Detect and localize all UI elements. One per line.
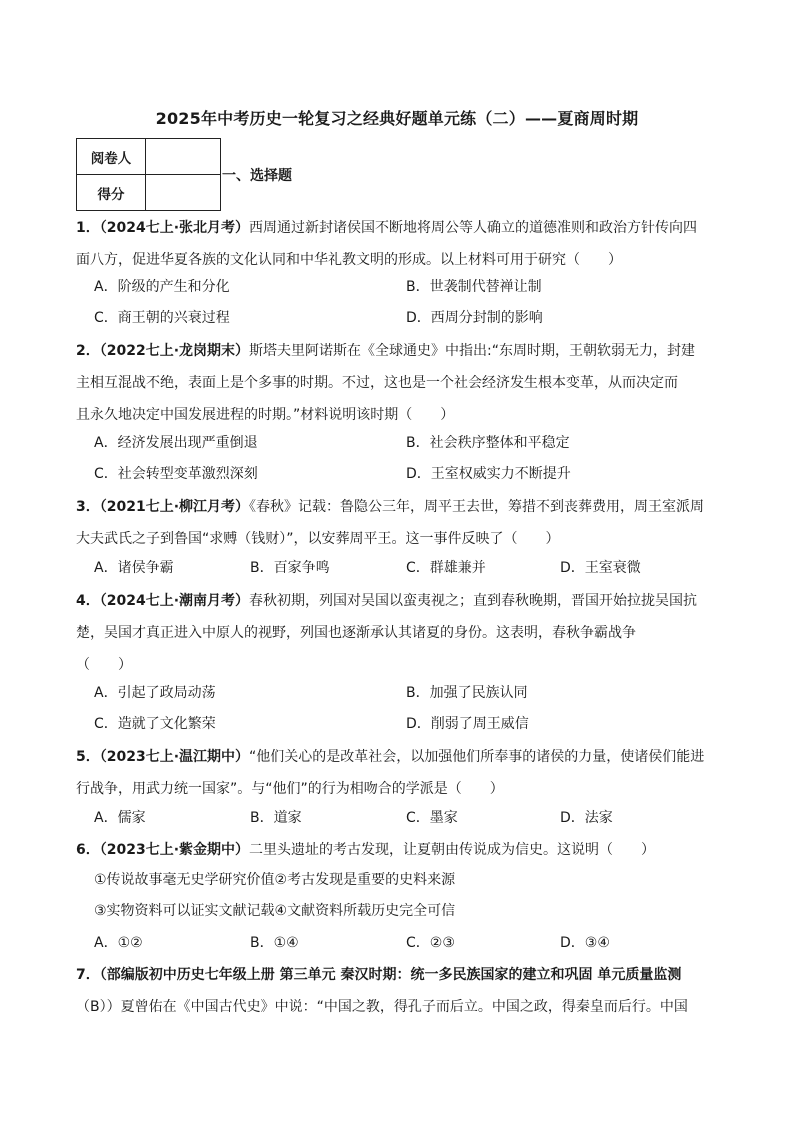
option-c: C．墨家 <box>406 810 458 826</box>
question-1 <box>76 212 721 276</box>
option-d: D．王室衰微 <box>560 560 641 576</box>
option-d: D．王室权威实力不断提升 <box>406 466 571 483</box>
score-label: 得分 <box>77 175 146 211</box>
reviewer-cell <box>146 139 221 175</box>
question-1-options <box>94 272 724 335</box>
question-text: “他们关心的是改革社会，以加强他们所奉事的诸侯的力量，使诸侯们能进 <box>249 749 705 765</box>
question-text: （B））夏曾佑在《中国古代史》中说：“中国之教，得孔子而后立。中国之政，得秦皇而后行。中国 <box>76 999 688 1015</box>
option-a: A．经济发展出现严重倒退 <box>94 435 258 451</box>
option-c: C．造就了文化繁荣 <box>94 716 216 733</box>
question-6-statements <box>94 865 455 927</box>
question-text: （ ） <box>76 657 132 673</box>
question-number: 1． <box>76 220 100 236</box>
question-text: 主相互混战不绝，表面上是个多事的时期。不过，这也是一个社会经济发生根本变革，从而决定而 <box>76 375 678 391</box>
option-a: A．诸侯争霸 <box>94 560 174 576</box>
reviewer-label: 阅卷人 <box>77 139 146 175</box>
option-d: D．法家 <box>560 810 613 826</box>
option-c: C．商王朝的兴衰过程 <box>94 310 230 327</box>
question-4-options <box>94 678 724 741</box>
question-text: 行战争，用武力统一国家”。与“他们”的行为相吻合的学派是（ ） <box>76 781 504 797</box>
statement-line: ①传说故事毫无史学研究价值②考古发现是重要的史料来源 <box>94 872 456 888</box>
option-a: A．①② <box>94 935 143 951</box>
question-text: 且永久地决定中国发展进程的时期。”材料说明该时期（ ） <box>76 407 455 423</box>
question-3-options <box>94 553 724 584</box>
option-d: D．削弱了周王威信 <box>406 716 529 733</box>
question-source: （2024七上·潮南月考） <box>99 593 250 609</box>
section-title: 一、选择题 <box>222 168 292 184</box>
option-c: C．社会转型变革激烈深刻 <box>94 466 258 483</box>
question-text: 斯塔夫里阿诺斯在《全球通史》中指出:“东周时期，王朝软弱无力，封建 <box>249 343 696 359</box>
question-source: （2021七上·柳江月考） <box>99 499 250 515</box>
question-number: 2． <box>76 343 100 359</box>
question-5-options <box>94 803 724 834</box>
question-5 <box>76 741 721 805</box>
question-text: 面八方，促进华夏各族的文化认同和中华礼教文明的形成。以上材料可用于研究（ ） <box>76 252 622 268</box>
question-6 <box>76 834 721 866</box>
page-title: 2025年中考历史一轮复习之经典好题单元练（二）——夏商周时期 <box>155 109 639 128</box>
option-d: D．③④ <box>560 935 610 951</box>
statement-line: ③实物资料可以证实文献记载④文献资料所载历史完全可信 <box>94 903 456 919</box>
question-text: 春秋初期，列国对吴国以蛮夷视之；直到春秋晚期，晋国开始拉拢吴国抗 <box>249 593 698 609</box>
option-a: A．阶级的产生和分化 <box>94 279 230 295</box>
option-d: D．西周分封制的影响 <box>406 310 543 327</box>
question-number: 4． <box>76 593 100 609</box>
option-b: B．世袭制代替禅让制 <box>406 279 542 295</box>
score-cell <box>146 175 221 211</box>
option-c: C．②③ <box>406 935 455 951</box>
question-text: 《春秋》记载：鲁隐公三年，周平王去世，筹措不到丧葬费用，周王室派周 <box>249 499 705 515</box>
question-2 <box>76 335 721 431</box>
question-source: （部编版初中历史七年级上册 第三单元 秦汉时期：统一多民族国家的建立和巩固 单元质量监测 <box>99 967 682 983</box>
option-a: A．引起了政局动荡 <box>94 685 216 701</box>
option-b: B．道家 <box>250 810 302 826</box>
question-2-options <box>94 428 724 491</box>
question-number: 5． <box>76 749 100 765</box>
question-6-options <box>94 928 724 959</box>
option-b: B．①④ <box>250 935 299 951</box>
question-4 <box>76 585 721 681</box>
option-b: B．百家争鸣 <box>250 560 330 576</box>
question-text: 西周通过新封诸侯国不断地将周公等人确立的道德准则和政治方针传向四 <box>249 220 698 236</box>
question-number: 3． <box>76 499 100 515</box>
question-7 <box>76 959 721 1023</box>
option-c: C．群雄兼并 <box>406 560 486 576</box>
question-source: （2023七上·温江期中） <box>99 749 250 765</box>
question-3 <box>76 491 721 555</box>
question-number: 6． <box>76 842 100 858</box>
question-source: （2022七上·龙岗期末） <box>99 343 250 359</box>
option-b: B．社会秩序整体和平稳定 <box>406 435 570 451</box>
question-number: 7． <box>76 967 100 983</box>
option-b: B．加强了民族认同 <box>406 685 528 701</box>
score-table <box>76 138 221 211</box>
question-source: （2024七上·张北月考） <box>99 220 250 236</box>
question-source: （2023七上·紫金期中） <box>99 842 250 858</box>
question-text: 大夫武氏之子到鲁国“求赙（钱财）”，以安葬周平王。这一事件反映了（ ） <box>76 531 560 547</box>
question-text: 楚，吴国才真正进入中原人的视野，列国也逐渐承认其诸夏的身份。这表明，春秋争霸战争 <box>76 625 636 641</box>
question-text: 二里头遗址的考古发现，让夏朝由传说成为信史。这说明（ ） <box>249 842 656 858</box>
option-a: A．儒家 <box>94 810 146 826</box>
